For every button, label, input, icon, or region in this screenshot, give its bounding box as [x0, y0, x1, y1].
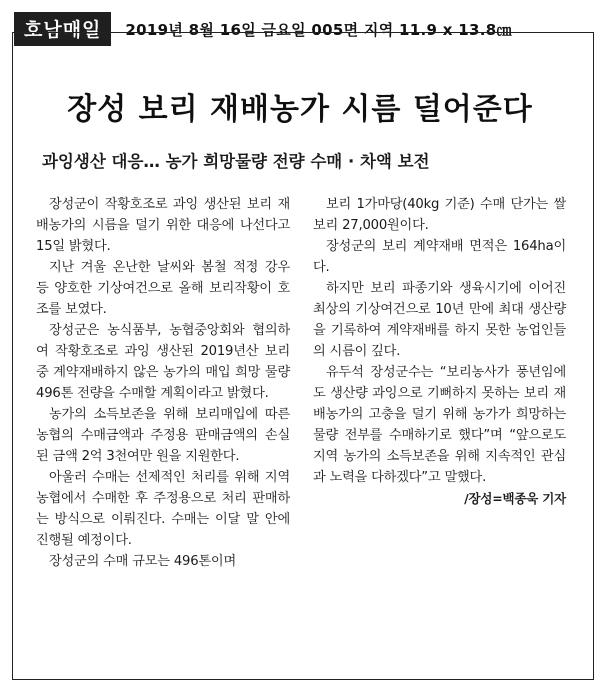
paragraph: 아울러 수매는 선제적인 처리를 위해 지역농협에서 수매한 후 주정용으로 처리 판매하는 방식으로 이뤄진다. 수매는 이달 말 안에 진행될 예정이다. — [36, 470, 290, 548]
paragraph: 지난 겨울 온난한 날씨와 봄철 적정 강우 등 양호한 기상여건으로 올해 보리작황이 호조를 보였다. — [36, 260, 290, 317]
paper-name-badge: 호남매일 — [14, 12, 111, 46]
paragraph: 하지만 보리 파종기와 생육시기에 이어진 최상의 기상여건으로 10년 만에 최대 생산량을 기록하여 계약재배를 하지 못한 농업인들의 시름이 깊다. — [313, 281, 566, 359]
paragraph: 장성군이 작황호조로 과잉 생산된 보리 재배농가의 시름을 덜기 위한 대응에 나선다고 15일 밝혔다. — [36, 197, 290, 254]
paragraph: 보리 1가마당(40kg 기준) 수매 단가는 쌀보리 27,000원이다. — [313, 197, 566, 233]
paragraph: 장성군은 농식품부, 농협중앙회와 협의하여 작황호조로 과잉 생산된 2019년산 보리 중 계약재배하지 않은 농가의 매입 희망 물량 496톤 전량을 수매할 계획이라고 밝혔다. — [36, 323, 290, 401]
article-subheadline: 과잉생산 대응… 농가 희망물량 전량 수매 · 차액 보전 — [42, 152, 430, 171]
publication-meta: 2019년 8월 16일 금요일 005면 지역 11.9 x 13.8㎝ — [125, 20, 512, 39]
paragraph: 유두석 장성군수는 “보리농사가 풍년임에도 생산량 과잉으로 기뻐하지 못하는 보리 재배농가의 고충을 덜기 위해 농가가 희망하는 물량 전부를 수매하기로 했다”며 “앞으로도 지역 농가의 소득보존을 위해 지속적인 관심과 노력을 다하겠다”고 말했다. — [313, 365, 566, 485]
article-column-left — [36, 194, 290, 572]
article-headline: 장성 보리 재배농가 시름 덜어준다 — [67, 92, 533, 127]
paragraph: 장성군의 수매 규모는 496톤이며 — [49, 554, 237, 569]
paragraph: 농가의 소득보존을 위해 보리매입에 따른 농협의 수매금액과 주정용 판매금액의 손실된 금액 2억 3천여만 원을 지원한다. — [36, 407, 290, 464]
byline: /장성=백종욱 기자 — [464, 491, 566, 506]
article-column-right — [313, 194, 566, 509]
paragraph: 장성군의 보리 계약재배 면적은 164ha이다. — [313, 239, 566, 275]
